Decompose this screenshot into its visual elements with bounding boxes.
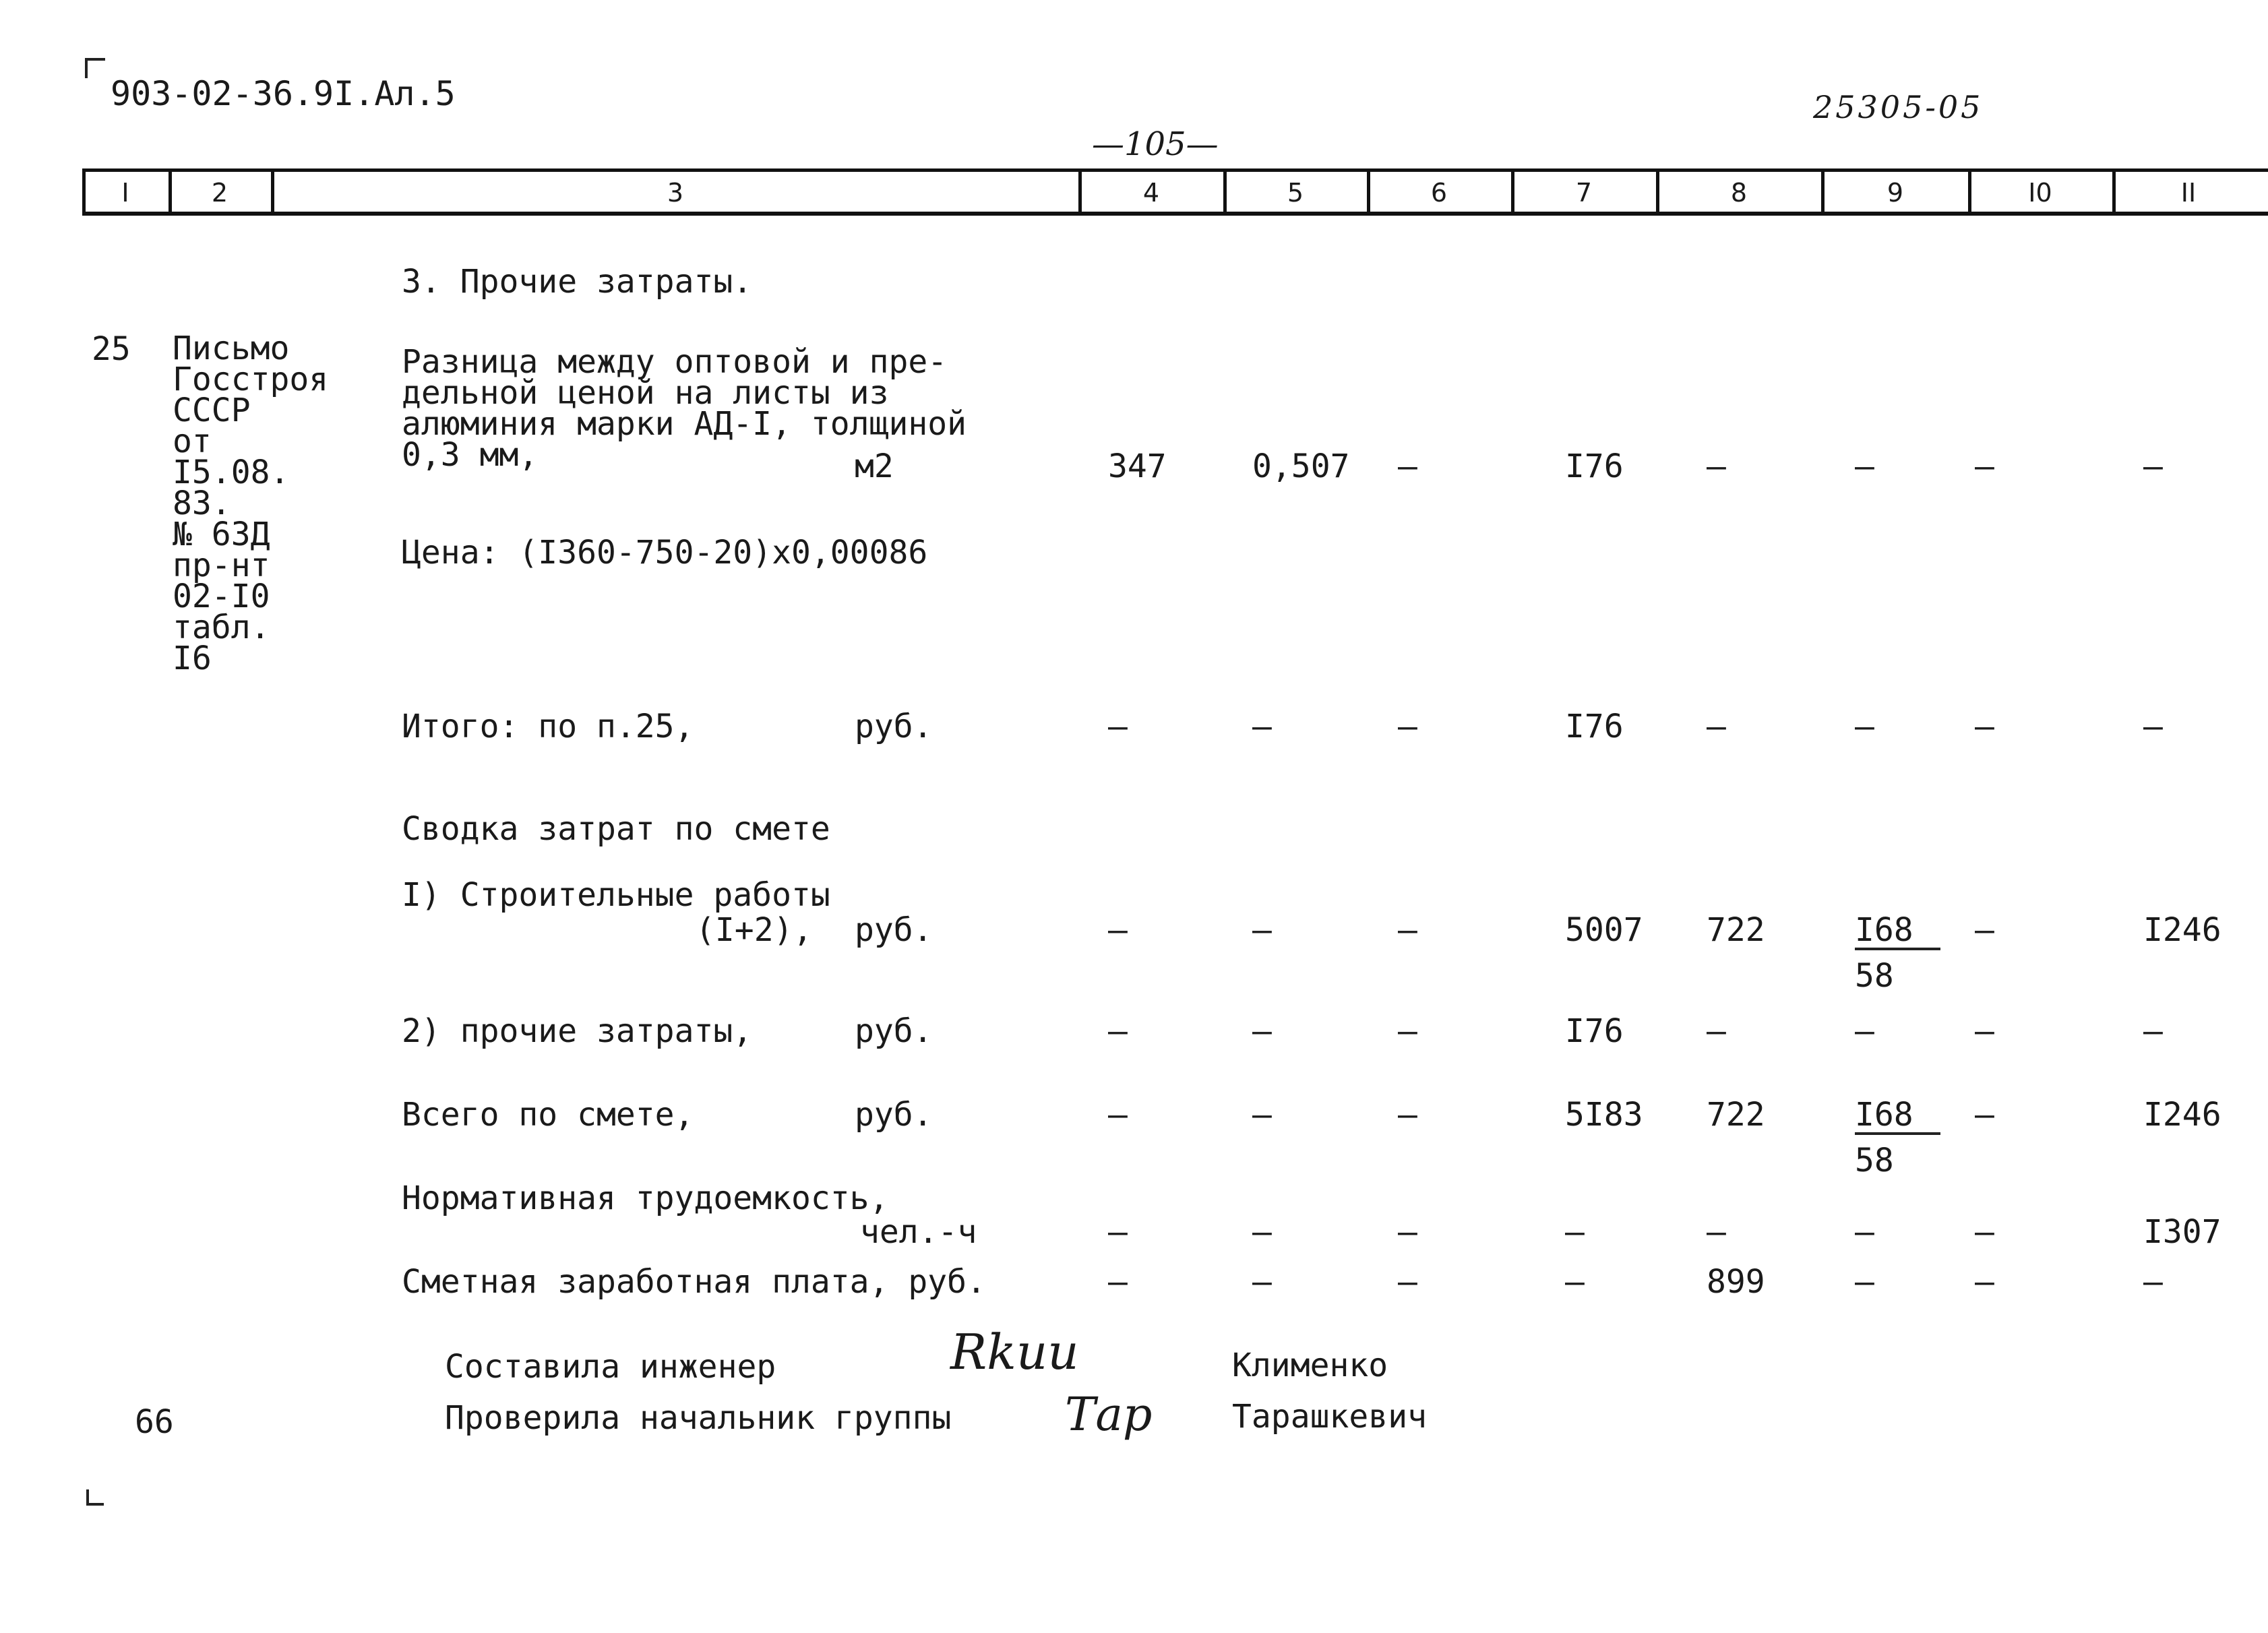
compiled-by-label: Составила инженер [445,1348,776,1386]
other-col4: – [1108,1012,1128,1050]
construction-col6: – [1398,911,1417,949]
subtotal-col11: – [2143,708,2163,745]
construction-col5: – [1252,911,1272,949]
labor-col9: – [1855,1213,1874,1251]
col-header-9: 9 [1887,178,1904,208]
total-col9-top: I68 [1855,1099,1940,1135]
document-code: 903-02-36.9I.Ал.5 [111,74,456,113]
total-col6: – [1398,1096,1417,1134]
labor-col11: I307 [2143,1213,2221,1251]
construction-col9-bottom: 58 [1855,957,1894,995]
col-header-10: I0 [2028,178,2052,208]
subtotal-col5: – [1252,708,1272,745]
total-col7: 5I83 [1565,1096,1643,1134]
wage-col9: – [1855,1263,1874,1301]
inventory-number: 25305-05 [1813,89,1984,125]
subtotal-col4: – [1108,708,1128,745]
col-header-6: 6 [1430,178,1448,208]
wage-col4: – [1108,1263,1128,1301]
compiled-signature: Rkuu [950,1324,1079,1380]
item-col5: 0,507 [1252,448,1350,485]
subtotal-col10: – [1975,708,1994,745]
item-source: Письмо Госстроя СССР от I5.08. 83. № 63Д пр-нт 02-I0 табл. I6 [173,330,329,677]
other-col9: – [1855,1012,1874,1050]
subtotal-col6: – [1398,708,1417,745]
section-title: 3. Прочие затраты. [402,263,753,301]
col-header-3: 3 [667,178,684,208]
col-header-8: 8 [1730,178,1748,208]
column-header-row [82,168,2268,216]
other-col6: – [1398,1012,1417,1050]
item-description: Разница между оптовой и пре- дельной ценой на листы из алюминия марки АД-I, толщиной 0,3 мм, [402,343,967,474]
corner-mark-top-h [85,58,105,61]
construction-unit: руб. [855,911,933,949]
item-col10: – [1975,448,1994,485]
item-col6: – [1398,448,1417,485]
total-col5: – [1252,1096,1272,1134]
item-col9: – [1855,448,1874,485]
item-col7: I76 [1565,448,1624,485]
construction-col10: – [1975,911,1994,949]
other-col10: – [1975,1012,1994,1050]
subtotal-label: Итого: по п.25, [402,708,694,745]
labor-unit: чел.-ч [860,1213,977,1251]
item-col11: – [2143,448,2163,485]
labor-col5: – [1252,1213,1272,1251]
checked-by-label: Проверила начальник группы [445,1399,952,1437]
total-col8: 722 [1707,1096,1765,1134]
total-col11: I246 [2143,1096,2221,1134]
wage-col11: – [2143,1263,2163,1301]
col-header-5: 5 [1287,178,1304,208]
subtotal-col8: – [1707,708,1726,745]
construction-col4: – [1108,911,1128,949]
construction-col7: 5007 [1565,911,1643,949]
total-label: Всего по смете, [402,1096,694,1134]
labor-col7: – [1565,1213,1585,1251]
page-number: —105— [1092,125,1219,163]
wage-col7: – [1565,1263,1585,1301]
total-col9-bottom: 58 [1855,1142,1894,1179]
wage-col5: – [1252,1263,1272,1301]
total-col4: – [1108,1096,1128,1134]
checked-by-name: Тарашкевич [1232,1398,1427,1436]
wage-col6: – [1398,1263,1417,1301]
col-header-4: 4 [1142,178,1160,208]
labor-col6: – [1398,1213,1417,1251]
construction-col11: I246 [2143,911,2221,949]
subtotal-col9: – [1855,708,1874,745]
summary-title: Сводка затрат по смете [402,810,830,848]
other-col7: I76 [1565,1012,1624,1050]
subtotal-col7: I76 [1565,708,1624,745]
footer-mark: 66 [135,1403,174,1441]
item-col4: 347 [1108,448,1167,485]
other-col8: – [1707,1012,1726,1050]
total-col10: – [1975,1096,1994,1134]
wage-label: Сметная заработная плата, руб. [402,1263,986,1301]
compiled-by-name: Клименко [1232,1347,1388,1384]
other-col11: – [2143,1012,2163,1050]
item-unit: м2 [855,448,894,485]
corner-mark-bottom-h [86,1503,104,1506]
col-header-2: 2 [211,178,228,208]
labor-col4: – [1108,1213,1128,1251]
labor-col8: – [1707,1213,1726,1251]
checked-signature: Тар [1065,1388,1153,1442]
corner-mark-top [85,58,88,78]
labor-col10: – [1975,1213,1994,1251]
labor-label: Нормативная трудоемкость, [402,1179,889,1217]
col-header-7: 7 [1575,178,1593,208]
item-number: 25 [92,330,131,368]
construction-label: I) Строительные работы [402,876,830,914]
col-header-11: II [2180,178,2197,208]
construction-label-2: (I+2), [696,911,813,949]
subtotal-unit: руб. [855,708,933,745]
wage-col10: – [1975,1263,1994,1301]
total-unit: руб. [855,1096,933,1134]
other-unit: руб. [855,1012,933,1050]
construction-col9-top: I68 [1855,914,1940,950]
other-label: 2) прочие затраты, [402,1012,753,1050]
item-price: Цена: (I360-750-20)х0,00086 [402,534,928,572]
item-col8: – [1707,448,1726,485]
col-header-1: I [121,178,129,208]
wage-col8: 899 [1707,1263,1765,1301]
other-col5: – [1252,1012,1272,1050]
construction-col8: 722 [1707,911,1765,949]
